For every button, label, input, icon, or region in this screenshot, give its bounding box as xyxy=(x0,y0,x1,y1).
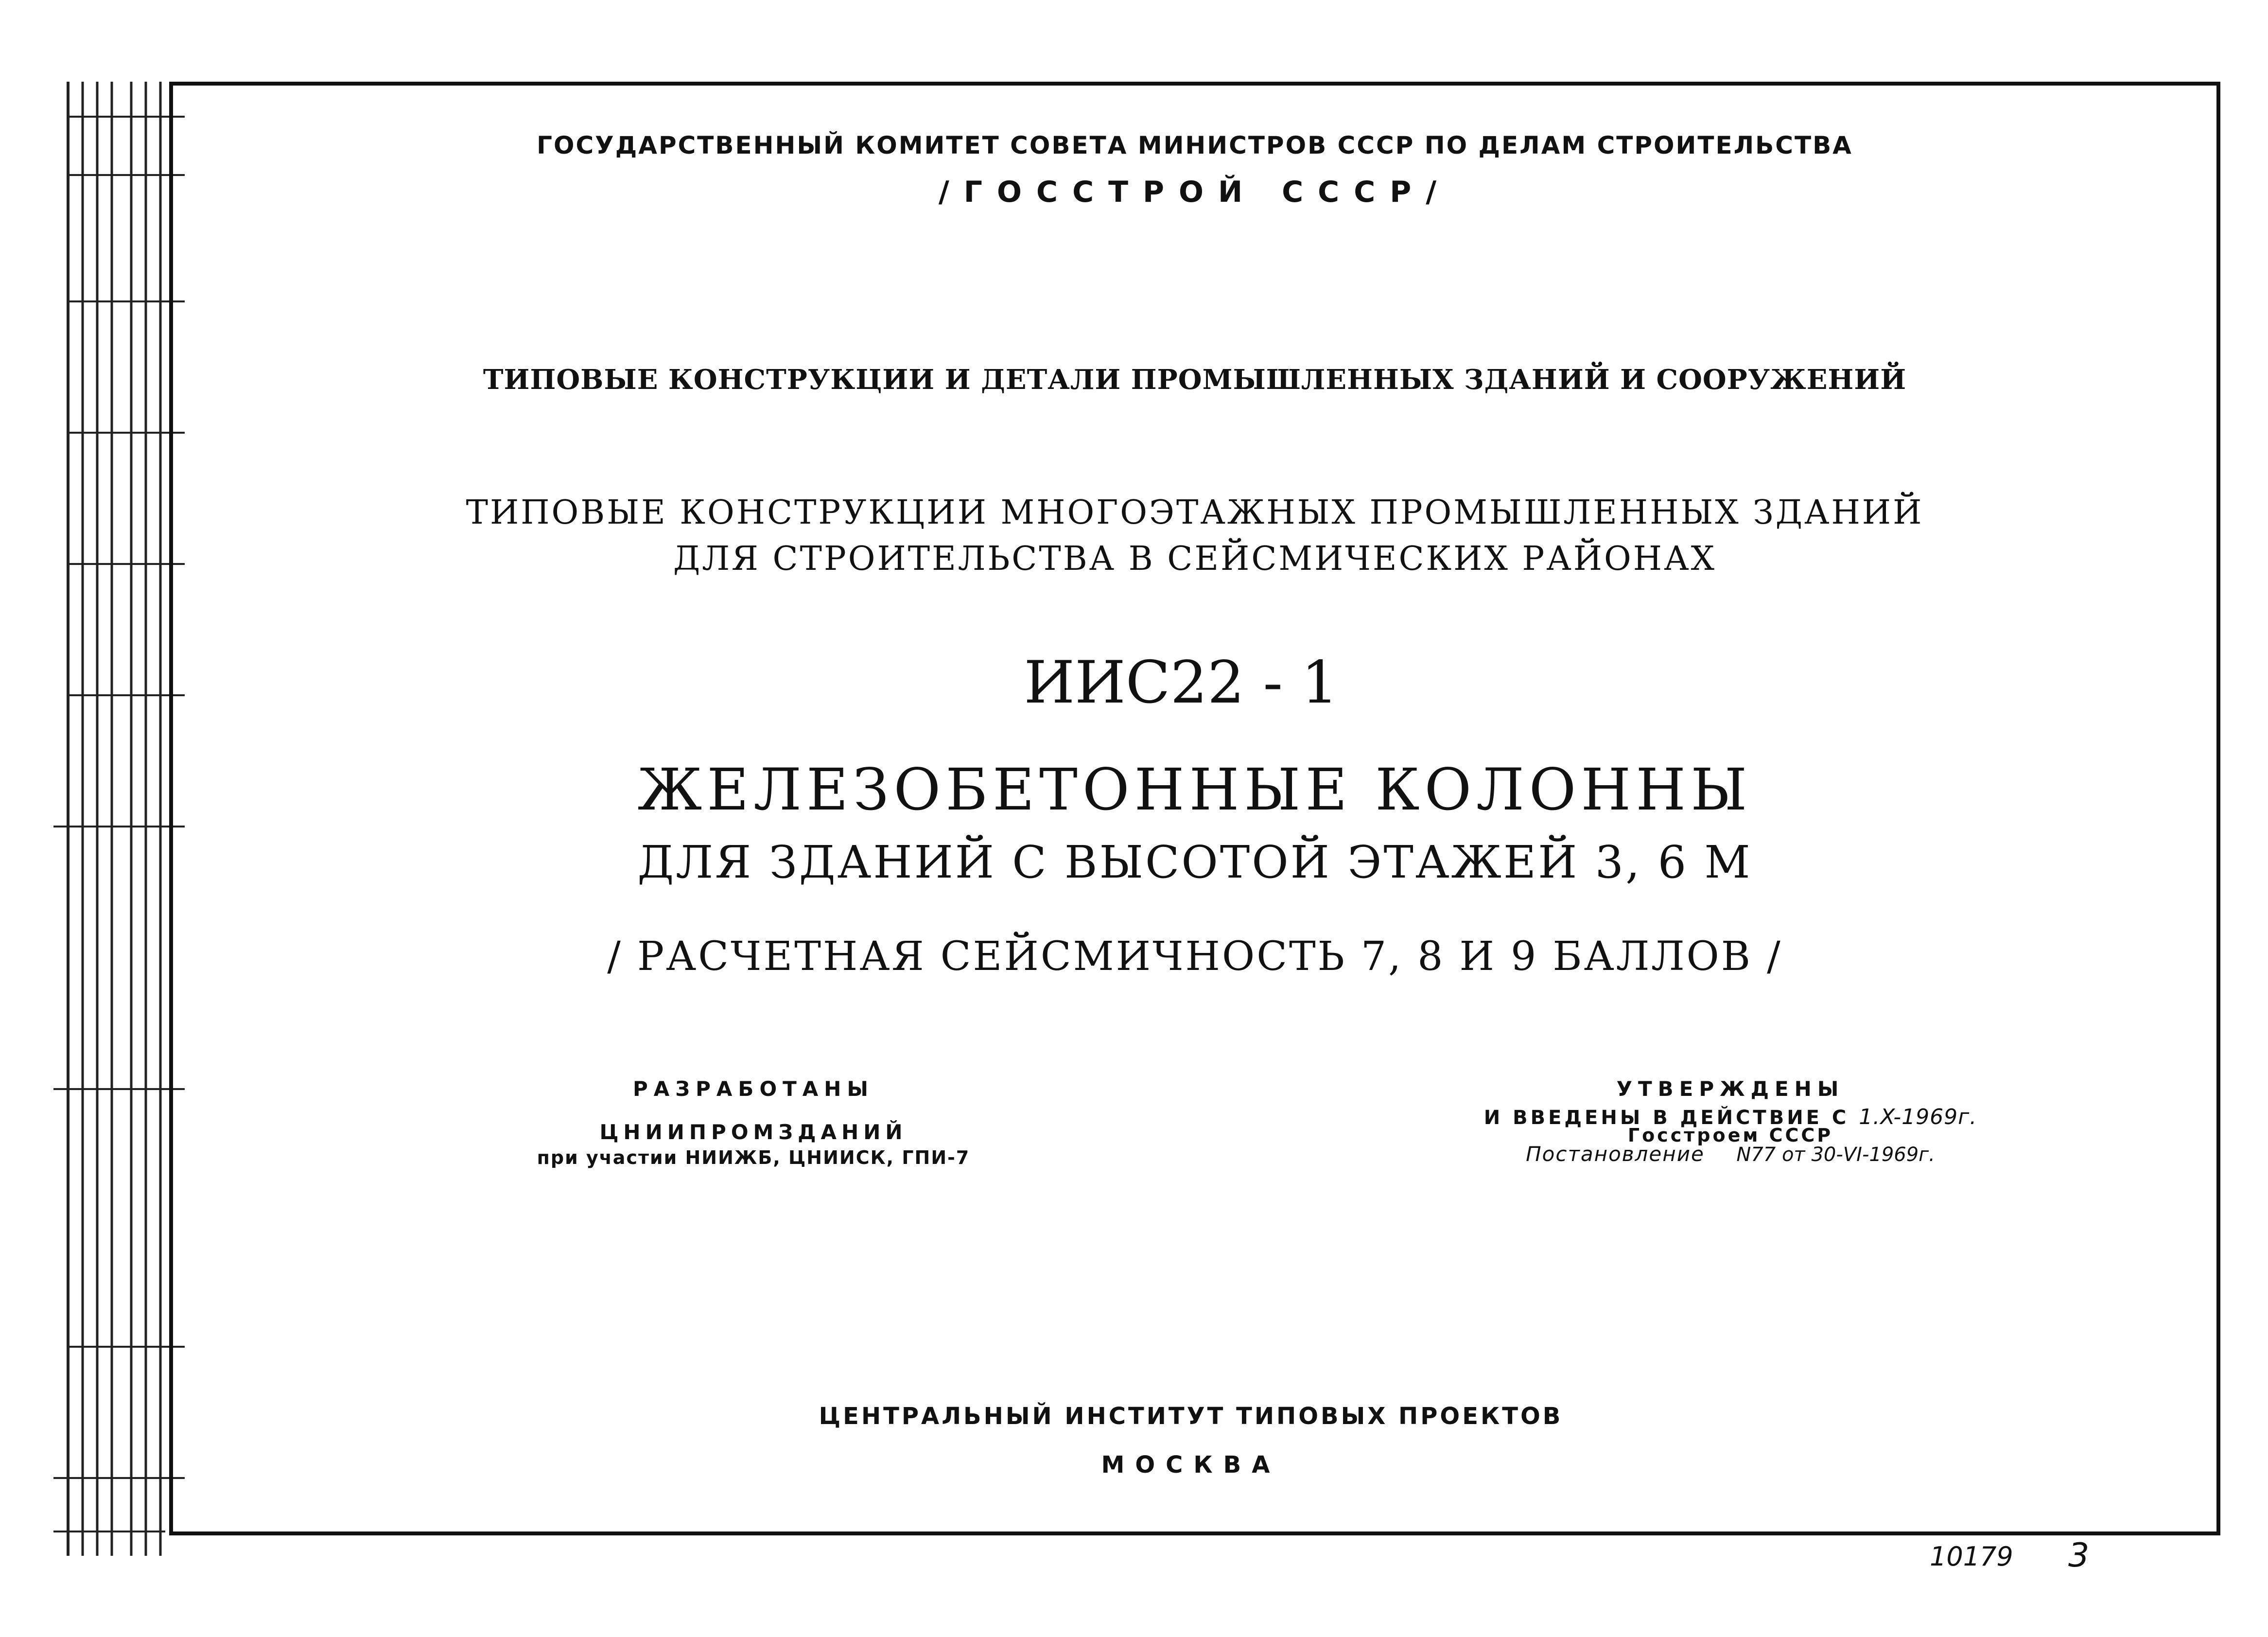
document-code: ИИС22 - 1 xyxy=(1024,649,1339,717)
developed-participation: при участии НИИЖБ, ЦНИИСК, ГПИ-7 xyxy=(537,1147,970,1168)
approved-date: 1.X-1969г. xyxy=(1859,1105,1977,1129)
subtitle-line-2: ДЛЯ СТРОИТЕЛЬСТВА В СЕЙСМИЧЕСКИХ РАЙОНАХ xyxy=(673,540,1716,578)
committee-header: ГОСУДАРСТВЕННЫЙ КОМИТЕТ СОВЕТА МИНИСТРОВ СССР ПО ДЕЛАМ СТРОИТЕЛЬСТВА xyxy=(537,131,1853,159)
gosstroy-header: /ГОССТРОЙ СССР/ xyxy=(938,175,1451,209)
institute-name: ЦЕНТРАЛЬНЫЙ ИНСТИТУТ ТИПОВЫХ ПРОЕКТОВ xyxy=(819,1403,1563,1430)
main-title: ЖЕЛЕЗОБЕТОННЫЕ КОЛОННЫ xyxy=(637,756,1752,823)
subtitle-line-1: ТИПОВЫЕ КОНСТРУКЦИИ МНОГОЭТАЖНЫХ ПРОМЫШЛЕННЫХ ЗДАНИЙ xyxy=(466,493,1924,532)
developed-label: РАЗРАБОТАНЫ xyxy=(633,1077,874,1101)
main-subtitle: ДЛЯ ЗДАНИЙ С ВЫСОТОЙ ЭТАЖЕЙ 3, 6 М xyxy=(637,836,1752,888)
page-number: 3 xyxy=(2068,1536,2090,1575)
approved-line: И ВВЕДЕНЫ В ДЕЙСТВИЕ С xyxy=(1483,1107,1849,1129)
doc-number: 10179 xyxy=(1930,1541,2013,1572)
developed-block xyxy=(437,1077,1069,1168)
developed-org: ЦНИИПРОМЗДАНИЙ xyxy=(599,1120,907,1144)
approved-label: УТВЕРЖДЕНЫ xyxy=(1616,1077,1845,1101)
decree-label: Постановление xyxy=(1526,1142,1705,1166)
decree-number: N77 от 30-VI-1969г. xyxy=(1736,1144,1935,1166)
city-name: МОСКВА xyxy=(1101,1451,1281,1479)
binding-stub xyxy=(0,0,194,1570)
series-title: ТИПОВЫЕ КОНСТРУКЦИИ И ДЕТАЛИ ПРОМЫШЛЕННЫХ ЗДАНИЙ И СООРУЖЕНИЙ xyxy=(483,364,1907,396)
seismic-rating: / РАСЧЕТНАЯ СЕЙСМИЧНОСТЬ 7, 8 И 9 БАЛЛОВ / xyxy=(607,933,1782,980)
approved-authority: Госстроем СССР xyxy=(1627,1125,1833,1146)
approved-block xyxy=(1419,1077,2041,1166)
